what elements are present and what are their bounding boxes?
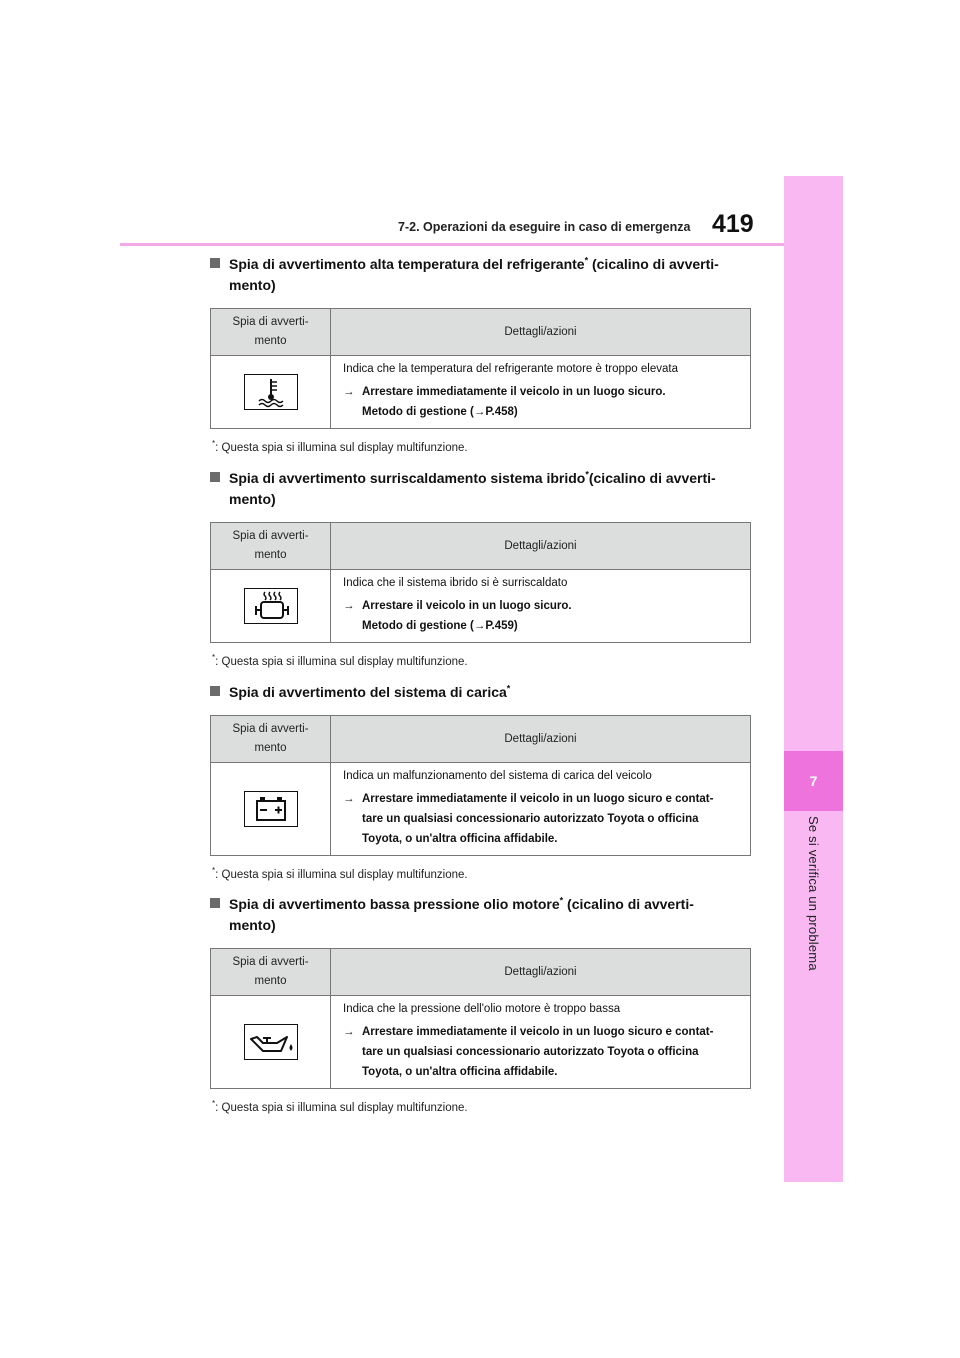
chapter-title: Se si verifica un problema <box>806 816 821 971</box>
column-header-indicator: Spia di avverti- mento <box>211 309 331 356</box>
column-header-indicator: Spia di avverti- mento <box>211 949 331 996</box>
hybrid-overheat-icon <box>244 588 298 624</box>
action-instruction: → Arrestare immediatamente il veicolo in un luogo sicuro. Metodo di gestione (→P.458) <box>343 382 740 422</box>
column-header-indicator: Spia di avverti- mento <box>211 522 331 569</box>
warning-section-charging <box>210 682 752 881</box>
chapter-number: 7 <box>784 751 843 811</box>
square-bullet-icon <box>210 472 220 482</box>
warning-section-coolant <box>210 254 752 454</box>
square-bullet-icon <box>210 898 220 908</box>
warning-section-hybrid-overheat <box>210 468 752 668</box>
column-header-details: Dettagli/azioni <box>331 949 751 996</box>
column-header-details: Dettagli/azioni <box>331 522 751 569</box>
footnote: *: Questa spia si illumina sul display multifunzione. <box>212 1099 468 1115</box>
column-header-details: Dettagli/azioni <box>331 309 751 356</box>
page-reference-link[interactable]: P.458) <box>485 406 518 418</box>
page-number: 419 <box>712 210 754 238</box>
section-heading: Spia di avvertimento alta temperatura del refrigerante* (cicalino di avverti- mento) <box>210 254 752 296</box>
square-bullet-icon <box>210 686 220 696</box>
column-header-indicator: Spia di avverti- mento <box>211 715 331 762</box>
warning-description: Indica che il sistema ibrido si è surriscaldato <box>343 576 568 589</box>
footnote: *: Questa spia si illumina sul display multifunzione. <box>212 439 468 454</box>
square-bullet-icon <box>210 258 220 268</box>
section-heading: Spia di avvertimento bassa pressione olio motore* (cicalino di avverti- mento) <box>210 894 752 936</box>
warning-description: Indica che la temperatura del refrigerante motore è troppo elevata <box>343 363 678 375</box>
arrow-icon: → <box>343 599 355 612</box>
footnote-marker: * <box>584 255 589 266</box>
section-header: 7-2. Operazioni da eseguire in caso di emergenza <box>398 220 691 234</box>
action-instruction: → Arrestare immediatamente il veicolo in un luogo sicuro e contat- tare un qualsiasi concessionario autorizzato Toyota o officina Toyota, o un'altra officina affidabile. <box>343 789 740 849</box>
footnote-marker: * <box>559 895 564 906</box>
section-heading: Spia di avvertimento del sistema di carica* <box>210 682 752 703</box>
warning-table <box>210 522 751 643</box>
warning-description: Indica che la pressione dell'olio motore è troppo bassa <box>343 1003 621 1016</box>
arrow-icon: → <box>343 386 355 398</box>
header-divider <box>120 243 784 246</box>
column-header-details: Dettagli/azioni <box>331 715 751 762</box>
coolant-temperature-icon <box>244 374 298 410</box>
warning-table <box>210 948 751 1089</box>
footnote: *: Questa spia si illumina sul display multifunzione. <box>212 652 468 668</box>
warning-table <box>210 308 751 429</box>
battery-icon <box>244 791 298 827</box>
footnote: *: Questa spia si illumina sul display multifunzione. <box>212 865 468 881</box>
oil-pressure-icon <box>244 1024 298 1060</box>
section-heading: Spia di avvertimento surriscaldamento sistema ibrido*(cicalino di avverti- mento) <box>210 468 752 510</box>
arrow-icon: → <box>343 792 355 805</box>
page-content <box>210 254 752 1128</box>
page-reference-link[interactable]: P.459) <box>485 619 518 632</box>
warning-section-oil-pressure <box>210 894 752 1114</box>
warning-table <box>210 715 751 856</box>
footnote-marker: * <box>506 683 511 693</box>
warning-description: Indica un malfunzionamento del sistema di carica del veicolo <box>343 769 652 782</box>
action-instruction: → Arrestare immediatamente il veicolo in un luogo sicuro e contat- tare un qualsiasi concessionario autorizzato Toyota o officina Toyota, o un'altra officina affidabile. <box>343 1022 740 1082</box>
footnote-marker: * <box>585 469 589 480</box>
arrow-icon: → <box>343 1026 355 1039</box>
action-instruction: → Arrestare il veicolo in un luogo sicuro. Metodo di gestione (→P.459) <box>343 596 740 636</box>
chapter-side-tab <box>784 176 843 1182</box>
